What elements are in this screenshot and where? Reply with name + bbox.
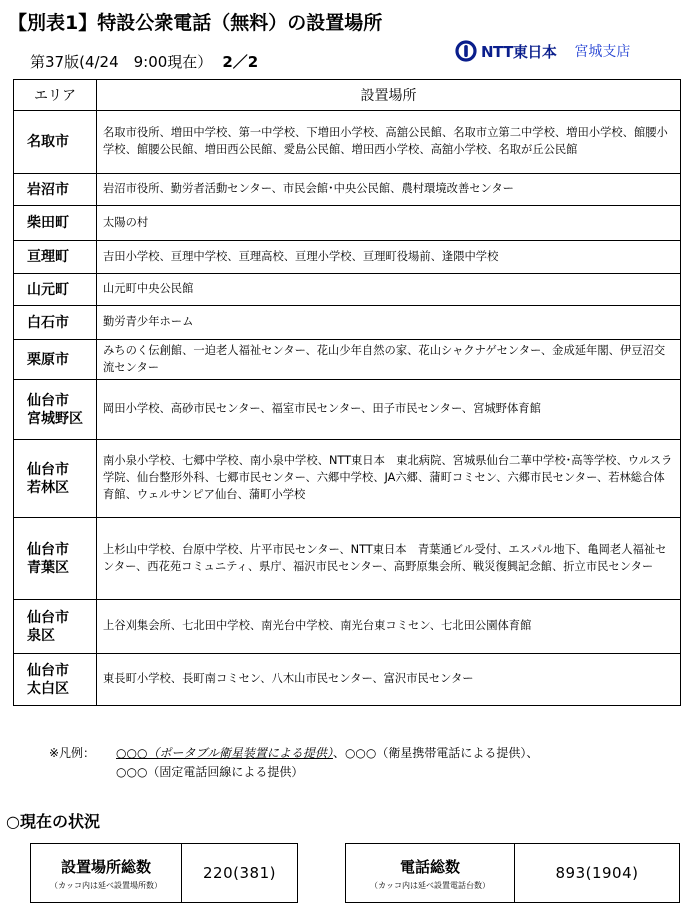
table-row <box>14 306 681 340</box>
table-row <box>14 274 681 306</box>
places-cell: みちのく伝創館、一迫老人福祉センター、花山少年自然の家、花山シャクナゲセンター、金成延年閣、伊豆沼交流センター <box>97 340 681 380</box>
table-row <box>14 440 681 518</box>
column-header-area: エリア <box>14 80 97 111</box>
brand-name: NTT東日本 <box>481 42 557 61</box>
places-cell: 吉田小学校、亘理中学校、亘理高校、亘理小学校、亘理町役場前、逢隈中学校 <box>97 241 681 274</box>
legend-label: ※凡例： <box>49 746 96 760</box>
area-cell: 栗原市 <box>14 340 97 380</box>
table-row <box>14 111 681 174</box>
area-cell: 岩沼市 <box>14 174 97 206</box>
places-cell: 南小泉小学校、七郷中学校、南小泉中学校、NTT東日本 東北病院、宮城県仙台二華中学校･高等学校、ウルスラ学院、仙台整形外科、七郷市民センター、六郷中学校、JA六郷、蒲町コミセン、六郷市民センター、若林総合体育館、ウェルサンピア仙台、蒲町小学校 <box>97 440 681 518</box>
ntt-branding <box>455 38 630 64</box>
table-row <box>14 600 681 654</box>
status-heading: ○現在の状況 <box>6 812 100 831</box>
locations-label: 設置場所総数 <box>60 857 151 876</box>
area-cell: 仙台市 太白区 <box>14 654 97 706</box>
legend-satellite: 、○○○（衛星携帯電話による提供）、 <box>332 746 539 760</box>
edition-line <box>30 51 258 72</box>
phones-label: 電話総数 <box>399 857 460 876</box>
places-cell: 勤労青少年ホーム <box>97 306 681 340</box>
places-cell: 山元町中央公民館 <box>97 274 681 306</box>
area-cell: 亘理町 <box>14 241 97 274</box>
places-cell: 東長町小学校、長町南コミセン、八木山市民センター、富沢市民センター <box>97 654 681 706</box>
table-row <box>14 241 681 274</box>
ntt-logo-icon <box>455 40 477 62</box>
locations-summary-box <box>30 843 298 903</box>
table-row <box>14 174 681 206</box>
legend-portable: ○○○（ポータブル衛星装置による提供） <box>116 746 333 760</box>
installation-table <box>13 79 681 706</box>
area-cell: 仙台市 泉区 <box>14 600 97 654</box>
places-cell: 岩沼市役所、勤労者活動センター、市民会館･中央公民館、農村環境改善センター <box>97 174 681 206</box>
table-row <box>14 654 681 706</box>
edition-label: 第37版(4/24 9:00現在） <box>30 53 213 71</box>
places-cell: 名取市役所、増田中学校、第一中学校、下増田小学校、高舘公民館、名取市立第二中学校、増田小学校、館腰小学校、館腰公民館、増田西公民館、愛島公民館、増田西小学校、高舘小学校、名取が丘公民館 <box>97 111 681 174</box>
places-cell: 太陽の村 <box>97 206 681 241</box>
area-cell: 仙台市 若林区 <box>14 440 97 518</box>
page-number: 2／2 <box>222 53 259 71</box>
table-row <box>14 340 681 380</box>
branch-name: 宮城支店 <box>574 44 631 60</box>
table-row <box>14 518 681 600</box>
locations-label-cell <box>31 844 182 902</box>
area-cell: 仙台市 青葉区 <box>14 518 97 600</box>
legend-line-1 <box>116 744 538 763</box>
places-cell: 上杉山中学校、台原中学校、片平市民センター、NTT東日本 青葉通ビル受付、エスパル地下、亀岡老人福祉センター、西花苑コミュニティ、県庁、福沢市民センター、高野原集会所、戦災復興記念館、折立市民センター <box>97 518 681 600</box>
page-title: 【別表1】特設公衆電話（無料）の設置場所 <box>8 12 383 34</box>
area-cell: 仙台市 宮城野区 <box>14 380 97 440</box>
area-cell: 柴田町 <box>14 206 97 241</box>
phones-value: 893(1904) <box>555 864 639 882</box>
phones-note: （カッコ内は延べ設置電話台数） <box>370 880 490 890</box>
phones-summary-box <box>345 843 680 903</box>
table-header-row <box>14 80 681 111</box>
phones-label-cell <box>346 844 515 902</box>
area-cell: 山元町 <box>14 274 97 306</box>
area-cell: 白石市 <box>14 306 97 340</box>
legend-fixed: ○○○（固定電話回線による提供） <box>116 765 304 779</box>
area-cell: 名取市 <box>14 111 97 174</box>
places-cell: 上谷刈集会所、七北田中学校、南光台中学校、南光台東コミセン、七北田公園体育館 <box>97 600 681 654</box>
places-cell: 岡田小学校、高砂市民センター、福室市民センター、田子市民センター、宮城野体育館 <box>97 380 681 440</box>
table-row <box>14 206 681 241</box>
locations-note: （カッコ内は延べ設置場所数） <box>50 880 162 890</box>
locations-value: 220(381) <box>203 864 276 882</box>
table-row <box>14 380 681 440</box>
column-header-places: 設置場所 <box>97 80 681 111</box>
